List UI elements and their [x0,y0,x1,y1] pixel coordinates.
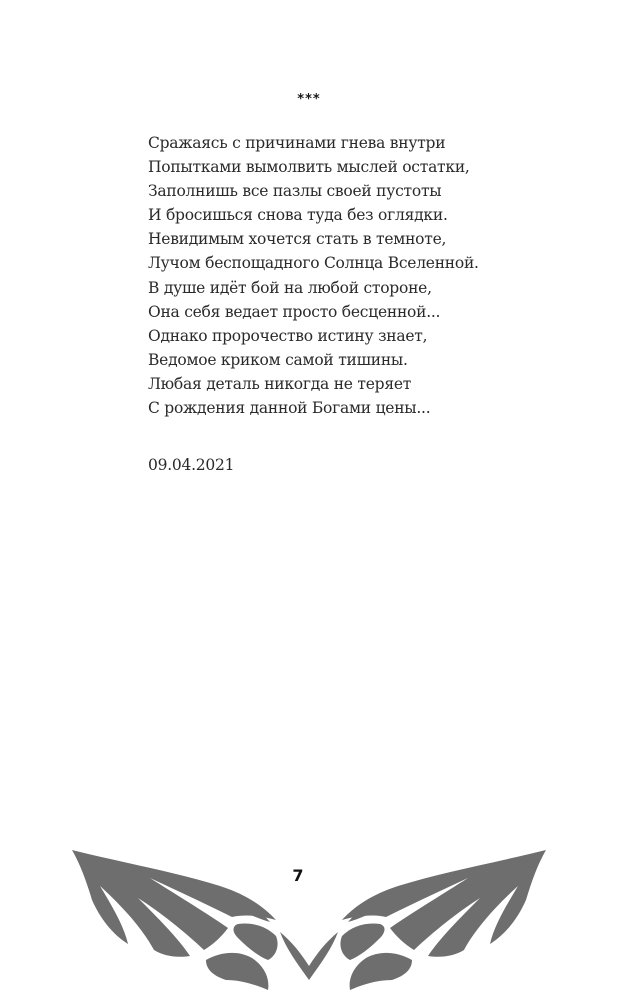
poem-line: И бросишься снова туда без оглядки. [148,206,448,225]
page-number: 7 [292,866,304,885]
section-separator: *** [297,92,321,107]
poem-line: Сражаясь с причинами гнева внутри [148,134,446,152]
poem-line: Любая деталь никогда не теряет [148,374,412,393]
poem-line: Заполнишь все пазлы своей пустоты [148,182,442,201]
poem-line: Однако пророчество истину знает, [148,326,428,345]
poem-line: Невидимым хочется стать в темноте, [148,230,447,249]
poem-date: 09.04.2021 [148,456,235,474]
poem-line: В душе идёт бой на любой стороне, [148,278,432,297]
poem-line: С рождения данной Богами цены... [148,399,431,418]
poem-line: Попытками вымолвить мыслей остатки, [148,158,470,177]
poem-line: Ведомое криком самой тишины. [148,350,408,369]
poem [148,131,588,420]
poem-line: Она себя ведает просто бесценной... [148,302,441,321]
poem-line: Лучом беспощадного Солнца Вселенной. [148,254,479,273]
tribal-ornament-icon [0,820,618,1000]
